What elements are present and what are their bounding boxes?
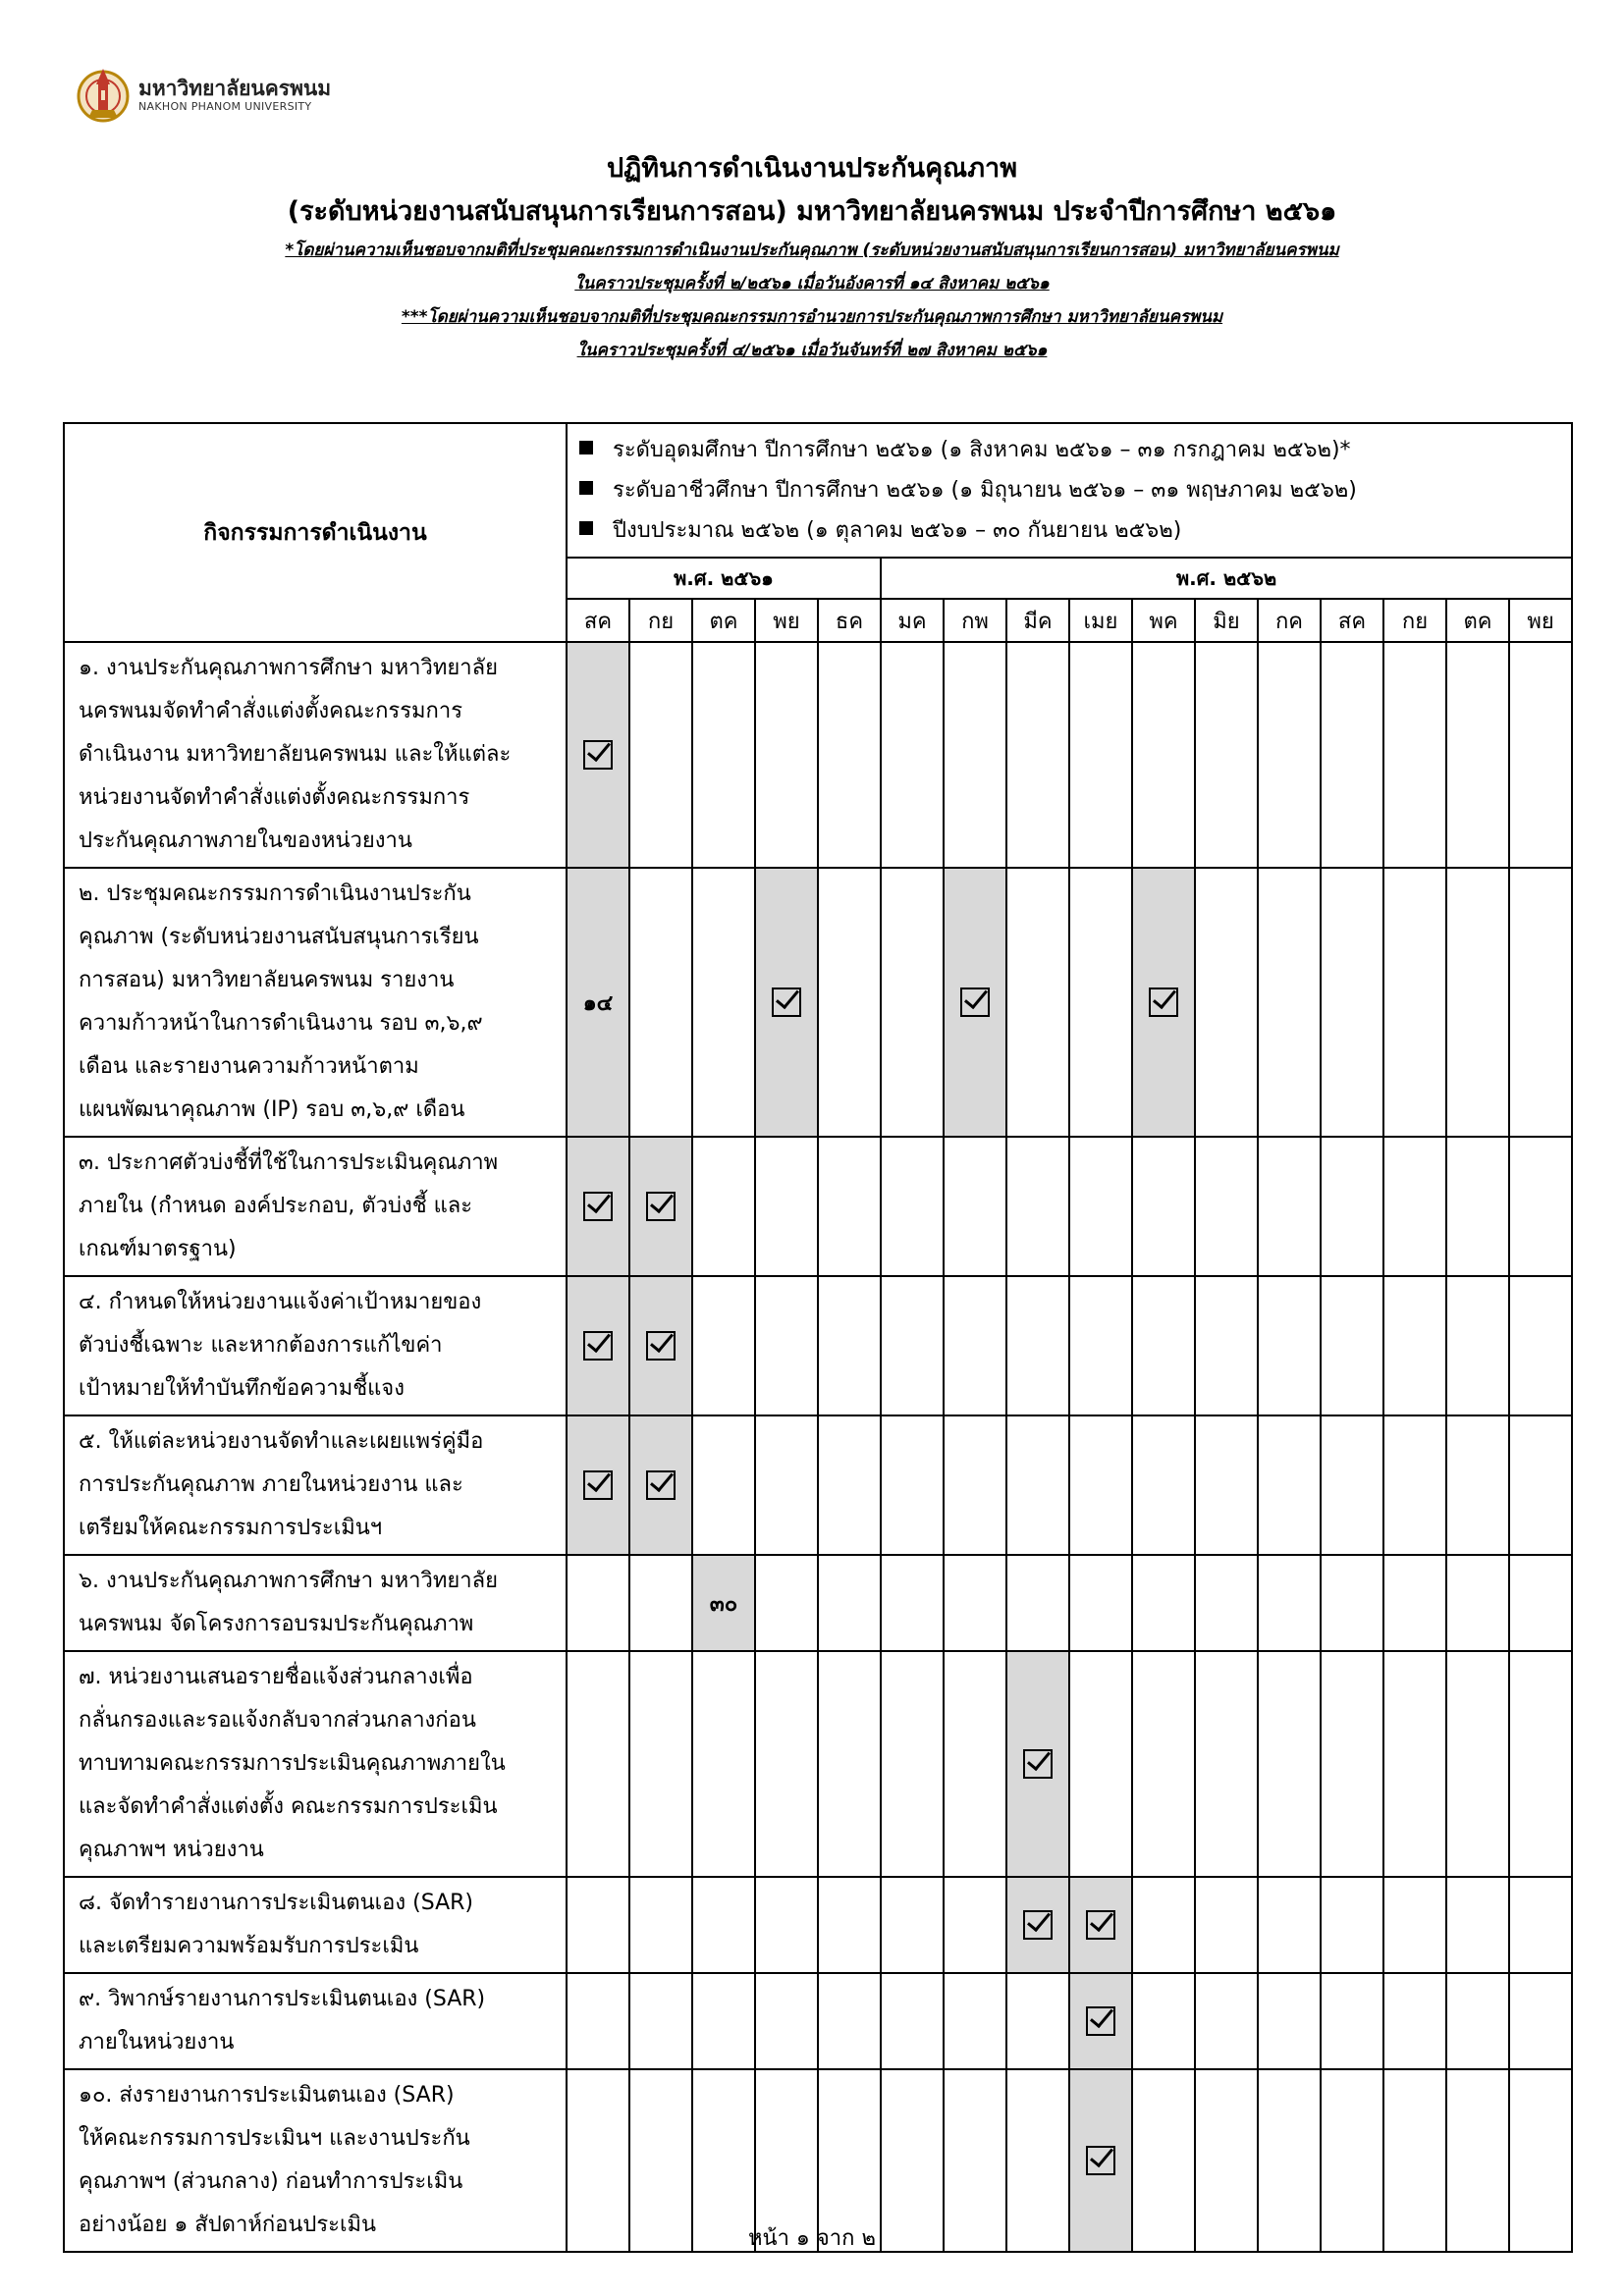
schedule-cell	[1132, 642, 1195, 868]
schedule-cell	[818, 642, 881, 868]
schedule-cell	[567, 642, 629, 868]
month-header: เมย	[1069, 599, 1132, 642]
activity-description	[64, 1651, 567, 1877]
schedule-cell	[567, 1415, 629, 1555]
schedule-cell	[1006, 1973, 1069, 2069]
activity-description	[64, 1276, 567, 1415]
period-item: ระดับอุดมศึกษา ปีการศึกษา ๒๕๖๑ (๑ สิงหาคม ๒๕๖๑ – ๓๑ กรกฎาคม ๒๕๖๒)*	[579, 430, 1559, 470]
schedule-date: ๓๐	[709, 1591, 738, 1617]
schedule-cell	[755, 1973, 818, 2069]
schedule-cell	[1446, 642, 1509, 868]
activity-row	[64, 1415, 1572, 1555]
schedule-cell	[1383, 1415, 1446, 1555]
checkbox-checked-icon	[583, 1470, 613, 1500]
checkbox-checked-icon	[772, 988, 801, 1017]
activity-line: ความก้าวหน้าในการดำเนินงาน รอบ ๓,๖,๙	[79, 1011, 483, 1036]
approval-note-4: ในคราวประชุมครั้งที่ ๔/๒๕๖๑ เมื่อวันจันทร์ที่ ๒๗ สิงหาคม ๒๕๖๑	[576, 341, 1048, 360]
activity-line: เป้าหมายให้ทำบันทึกข้อความชี้แจง	[79, 1376, 405, 1401]
schedule-cell	[692, 1651, 755, 1877]
page-number: หน้า ๑ จาก ๒	[748, 2226, 876, 2251]
schedule-cell	[818, 868, 881, 1137]
schedule-cell	[1321, 1276, 1383, 1415]
schedule-cell	[692, 1877, 755, 1973]
activity-line: ๗. หน่วยงานเสนอรายชื่อแจ้งส่วนกลางเพื่อ	[79, 1665, 473, 1689]
schedule-cell	[881, 868, 944, 1137]
schedule-cell	[818, 1651, 881, 1877]
schedule-cell	[692, 1555, 755, 1651]
schedule-cell	[1006, 642, 1069, 868]
activity-line: ๖. งานประกันคุณภาพการศึกษา มหาวิทยาลัย	[79, 1569, 498, 1593]
schedule-cell	[1069, 1973, 1132, 2069]
month-header: พค	[1132, 599, 1195, 642]
schedule-cell	[1446, 868, 1509, 1137]
approval-note-3: ***โดยผ่านความเห็นชอบจากมติที่ประชุมคณะกรรมการอำนวยการประกันคุณภาพการศึกษา มหาวิทยาลัยนครพนม	[401, 307, 1223, 327]
schedule-cell	[1258, 1555, 1321, 1651]
activity-description	[64, 1877, 567, 1973]
month-header: สค	[1321, 599, 1383, 642]
activity-line: การประกันคุณภาพ ภายในหน่วยงาน และ	[79, 1472, 463, 1497]
schedule-cell	[818, 1415, 881, 1555]
schedule-cell	[818, 1973, 881, 2069]
schedule-cell	[1195, 1877, 1258, 1973]
approval-note-1: *โดยผ่านความเห็นชอบจากมติที่ประชุมคณะกรรมการดำเนินงานประกันคุณภาพ (ระดับหน่วยงานสนับสนุนการเรียนการสอน) มหาวิทยาลัยนครพนม	[285, 240, 1339, 260]
schedule-cell	[567, 1555, 629, 1651]
checkbox-checked-icon	[583, 740, 613, 770]
month-header: พย	[1509, 599, 1572, 642]
schedule-cell	[692, 1973, 755, 2069]
schedule-cell	[881, 1651, 944, 1877]
activity-row	[64, 868, 1572, 1137]
schedule-cell	[1069, 1415, 1132, 1555]
schedule-cell	[1006, 1651, 1069, 1877]
schedule-cell	[1258, 868, 1321, 1137]
activity-line: ภายในหน่วยงาน	[79, 2030, 235, 2055]
month-header: กค	[1258, 599, 1321, 642]
schedule-cell	[1509, 1651, 1572, 1877]
schedule-cell	[1006, 1415, 1069, 1555]
schedule-cell	[1006, 1276, 1069, 1415]
schedule-cell	[818, 1555, 881, 1651]
schedule-cell	[692, 1137, 755, 1276]
schedule-cell	[881, 1555, 944, 1651]
month-header: กย	[629, 599, 692, 642]
schedule-cell	[629, 1973, 692, 2069]
schedule-cell	[1069, 1651, 1132, 1877]
schedule-table	[63, 422, 1573, 2253]
checkbox-checked-icon	[1023, 1910, 1053, 1940]
activity-line: แผนพัฒนาคุณภาพ (IP) รอบ ๓,๖,๙ เดือน	[79, 1097, 465, 1122]
schedule-cell	[1509, 1276, 1572, 1415]
activity-description	[64, 868, 567, 1137]
schedule-cell	[1509, 1137, 1572, 1276]
checkbox-checked-icon	[646, 1331, 676, 1361]
schedule-cell	[755, 1651, 818, 1877]
schedule-cell	[1258, 1973, 1321, 2069]
schedule-cell	[1321, 1555, 1383, 1651]
month-header: กพ	[944, 599, 1006, 642]
checkbox-checked-icon	[960, 988, 990, 1017]
schedule-cell	[1446, 1651, 1509, 1877]
schedule-cell	[944, 1555, 1006, 1651]
activity-description	[64, 1137, 567, 1276]
activity-line: นครพนม จัดโครงการอบรมประกันคุณภาพ	[79, 1612, 474, 1636]
schedule-cell	[944, 1276, 1006, 1415]
month-header: สค	[567, 599, 629, 642]
schedule-cell	[1258, 642, 1321, 868]
activity-line: ๘. จัดทำรายงานการประเมินตนเอง (SAR)	[79, 1891, 474, 1915]
schedule-cell	[567, 1973, 629, 2069]
schedule-cell	[1509, 868, 1572, 1137]
schedule-cell	[1446, 1276, 1509, 1415]
schedule-cell	[629, 868, 692, 1137]
activity-line: ภายใน (กำหนด องค์ประกอบ, ตัวบ่งชี้ และ	[79, 1194, 473, 1218]
schedule-cell	[1069, 868, 1132, 1137]
schedule-cell	[755, 1415, 818, 1555]
activity-line: นครพนมจัดทำคำสั่งแต่งตั้งคณะกรรมการ	[79, 699, 463, 723]
activity-line: ๒. ประชุมคณะกรรมการดำเนินงานประกัน	[79, 881, 471, 906]
square-bullet-icon	[579, 521, 593, 535]
schedule-cell	[1321, 1137, 1383, 1276]
schedule-cell	[1383, 1555, 1446, 1651]
square-bullet-icon	[579, 481, 593, 495]
schedule-cell	[755, 868, 818, 1137]
activity-row	[64, 1877, 1572, 1973]
schedule-cell	[1258, 1415, 1321, 1555]
activity-line: ๑. งานประกันคุณภาพการศึกษา มหาวิทยาลัย	[79, 656, 498, 680]
schedule-cell	[1446, 1137, 1509, 1276]
schedule-cell	[1509, 1415, 1572, 1555]
activity-line: เตรียมให้คณะกรรมการประเมินฯ	[79, 1516, 383, 1540]
activity-line: ทาบทามคณะกรรมการประเมินคุณภาพภายใน	[79, 1751, 506, 1776]
schedule-cell	[755, 1555, 818, 1651]
activity-line: คุณภาพฯ (ส่วนกลาง) ก่อนทำการประเมิน	[79, 2169, 463, 2194]
schedule-cell	[755, 1276, 818, 1415]
schedule-cell	[881, 1137, 944, 1276]
activity-line: เดือน และรายงานความก้าวหน้าตาม	[79, 1054, 419, 1079]
schedule-cell	[1069, 1555, 1132, 1651]
university-name-en: NAKHON PHANOM UNIVERSITY	[138, 100, 312, 113]
schedule-cell	[629, 1137, 692, 1276]
schedule-cell	[944, 1651, 1006, 1877]
activity-description	[64, 1555, 567, 1651]
schedule-cell	[1383, 1877, 1446, 1973]
schedule-cell	[1321, 1973, 1383, 2069]
schedule-cell	[1006, 1555, 1069, 1651]
schedule-cell	[944, 868, 1006, 1137]
schedule-cell	[1132, 1415, 1195, 1555]
activity-line: ๙. วิพากษ์รายงานการประเมินตนเอง (SAR)	[79, 1987, 486, 2011]
schedule-cell	[881, 1276, 944, 1415]
schedule-cell	[1383, 1651, 1446, 1877]
schedule-cell	[567, 1877, 629, 1973]
schedule-cell	[818, 1276, 881, 1415]
schedule-cell	[881, 642, 944, 868]
year-header-2561: พ.ศ. ๒๕๖๑	[567, 558, 881, 599]
schedule-cell	[567, 1137, 629, 1276]
schedule-cell	[1132, 1137, 1195, 1276]
period-item: ปีงบประมาณ ๒๕๖๒ (๑ ตุลาคม ๒๕๖๑ – ๓๐ กันยายน ๒๕๖๒)	[579, 510, 1559, 551]
period-legend	[567, 423, 1572, 558]
activity-column-header: กิจกรรมการดำเนินงาน	[64, 423, 567, 642]
square-bullet-icon	[579, 441, 593, 454]
schedule-cell	[1383, 1973, 1446, 2069]
checkbox-checked-icon	[1023, 1749, 1053, 1779]
month-header: พย	[755, 599, 818, 642]
activity-line: ๓. ประกาศตัวบ่งชี้ที่ใช้ในการประเมินคุณภาพ	[79, 1150, 499, 1175]
schedule-cell	[1006, 868, 1069, 1137]
schedule-cell	[1383, 868, 1446, 1137]
page-title: ปฏิทินการดำเนินงานประกันคุณภาพ	[607, 153, 1017, 184]
month-header: มีค	[1006, 599, 1069, 642]
activity-row	[64, 1276, 1572, 1415]
activity-line: ตัวบ่งชี้เฉพาะ และหากต้องการแก้ไขค่า	[79, 1333, 443, 1358]
checkbox-checked-icon	[1086, 2006, 1115, 2036]
schedule-cell	[1383, 1276, 1446, 1415]
checkbox-checked-icon	[1086, 1910, 1115, 1940]
page-subtitle: (ระดับหน่วยงานสนับสนุนการเรียนการสอน) มหาวิทยาลัยนครพนม ประจำปีการศึกษา ๒๕๖๑	[287, 196, 1337, 227]
schedule-cell	[692, 642, 755, 868]
activity-line: ให้คณะกรรมการประเมินฯ และงานประกัน	[79, 2126, 470, 2151]
schedule-cell	[1069, 1276, 1132, 1415]
schedule-cell	[1258, 1651, 1321, 1877]
schedule-cell	[1258, 1276, 1321, 1415]
activity-line: อย่างน้อย ๑ สัปดาห์ก่อนประเมิน	[79, 2213, 377, 2237]
schedule-cell	[567, 1276, 629, 1415]
month-header: ธค	[818, 599, 881, 642]
schedule-cell	[629, 642, 692, 868]
schedule-cell	[1321, 868, 1383, 1137]
schedule-cell	[1006, 1137, 1069, 1276]
schedule-cell	[692, 1276, 755, 1415]
activity-line: เกณฑ์มาตรฐาน)	[79, 1237, 237, 1261]
schedule-cell	[755, 642, 818, 868]
activity-description	[64, 642, 567, 868]
university-name-th: มหาวิทยาลัยนครพนม	[138, 77, 332, 100]
schedule-cell	[1509, 642, 1572, 868]
schedule-cell	[944, 1973, 1006, 2069]
month-header: ตค	[1446, 599, 1509, 642]
schedule-cell	[1132, 1973, 1195, 2069]
schedule-cell	[755, 1877, 818, 1973]
period-item: ระดับอาชีวศึกษา ปีการศึกษา ๒๕๖๑ (๑ มิถุนายน ๒๕๖๑ – ๓๑ พฤษภาคม ๒๕๖๒)	[579, 470, 1559, 510]
schedule-cell	[1509, 1555, 1572, 1651]
schedule-cell	[629, 1651, 692, 1877]
activity-line: ดำเนินงาน มหาวิทยาลัยนครพนม และให้แต่ละ	[79, 742, 512, 767]
schedule-cell	[1446, 1973, 1509, 2069]
schedule-cell	[1195, 1137, 1258, 1276]
schedule-cell	[1509, 1973, 1572, 2069]
document-titles	[0, 147, 1624, 367]
schedule-cell	[1069, 642, 1132, 868]
schedule-cell	[692, 868, 755, 1137]
checkbox-checked-icon	[583, 1192, 613, 1221]
activity-line: ๔. กำหนดให้หน่วยงานแจ้งค่าเป้าหมายของ	[79, 1290, 482, 1314]
schedule-cell	[629, 1877, 692, 1973]
activity-line: และเตรียมความพร้อมรับการประเมิน	[79, 1934, 419, 1958]
schedule-date: ๑๔	[582, 990, 614, 1016]
schedule-cell	[1195, 868, 1258, 1137]
schedule-cell	[944, 1137, 1006, 1276]
schedule-cell	[818, 1137, 881, 1276]
year-header-2562: พ.ศ. ๒๕๖๒	[881, 558, 1572, 599]
month-header: ตค	[692, 599, 755, 642]
schedule-cell	[1195, 1415, 1258, 1555]
schedule-cell	[1383, 642, 1446, 868]
activity-line: และจัดทำคำสั่งแต่งตั้ง คณะกรรมการประเมิน	[79, 1794, 498, 1819]
schedule-cell	[1195, 1651, 1258, 1877]
activity-line: ๕. ให้แต่ละหน่วยงานจัดทำและเผยแพร่คู่มือ	[79, 1429, 484, 1454]
schedule-cell	[881, 1415, 944, 1555]
schedule-cell	[629, 1555, 692, 1651]
schedule-cell	[629, 1276, 692, 1415]
schedule-cell	[567, 1651, 629, 1877]
schedule-cell	[944, 1877, 1006, 1973]
activity-line: การสอน) มหาวิทยาลัยนครพนม รายงาน	[79, 968, 455, 992]
month-header: มิย	[1195, 599, 1258, 642]
activity-line: หน่วยงานจัดทำคำสั่งแต่งตั้งคณะกรรมการ	[79, 785, 470, 810]
activity-line: ประกันคุณภาพภายในของหน่วยงาน	[79, 828, 412, 853]
activity-line: กลั่นกรองและรอแจ้งกลับจากส่วนกลางก่อน	[79, 1708, 476, 1733]
schedule-cell	[1258, 1137, 1321, 1276]
activity-row	[64, 1555, 1572, 1651]
activity-line: ๑๐. ส่งรายงานการประเมินตนเอง (SAR)	[79, 2083, 455, 2108]
activity-row	[64, 1973, 1572, 2069]
schedule-cell	[1321, 642, 1383, 868]
month-header: กย	[1383, 599, 1446, 642]
schedule-cell	[1321, 1877, 1383, 1973]
schedule-cell	[1132, 868, 1195, 1137]
schedule-cell	[1132, 1651, 1195, 1877]
month-header: มค	[881, 599, 944, 642]
schedule-cell	[1321, 1415, 1383, 1555]
schedule-cell	[1321, 1651, 1383, 1877]
schedule-cell	[944, 642, 1006, 868]
university-seal-icon	[75, 61, 132, 130]
activity-row	[64, 1137, 1572, 1276]
activity-row	[64, 1651, 1572, 1877]
schedule-cell	[818, 1877, 881, 1973]
activity-description	[64, 1415, 567, 1555]
schedule-cell	[1195, 642, 1258, 868]
schedule-cell	[881, 1877, 944, 1973]
schedule-cell	[1258, 1877, 1321, 1973]
university-logo	[75, 61, 340, 139]
schedule-cell	[567, 868, 629, 1137]
schedule-cell	[944, 1415, 1006, 1555]
checkbox-checked-icon	[583, 1331, 613, 1361]
checkbox-checked-icon	[1086, 2146, 1115, 2175]
schedule-cell	[1069, 1877, 1132, 1973]
schedule-cell	[1132, 1276, 1195, 1415]
schedule-cell	[1383, 1137, 1446, 1276]
schedule-cell	[629, 1415, 692, 1555]
schedule-cell	[1006, 1877, 1069, 1973]
schedule-cell	[1195, 1276, 1258, 1415]
schedule-cell	[1195, 1973, 1258, 2069]
checkbox-checked-icon	[1149, 988, 1178, 1017]
schedule-cell	[755, 1137, 818, 1276]
checkbox-checked-icon	[646, 1470, 676, 1500]
schedule-cell	[1132, 1555, 1195, 1651]
schedule-cell	[1132, 1877, 1195, 1973]
schedule-cell	[1195, 1555, 1258, 1651]
approval-note-2: ในคราวประชุมครั้งที่ ๒/๒๕๖๑ เมื่อวันอังคารที่ ๑๔ สิงหาคม ๒๕๖๑	[574, 274, 1050, 294]
schedule-cell	[1446, 1877, 1509, 1973]
schedule-cell	[692, 1415, 755, 1555]
schedule-cell	[1446, 1555, 1509, 1651]
schedule-cell	[1509, 1877, 1572, 1973]
activity-row	[64, 642, 1572, 868]
schedule-cell	[1069, 1137, 1132, 1276]
schedule-cell	[881, 1973, 944, 2069]
checkbox-checked-icon	[646, 1192, 676, 1221]
schedule-cell	[1446, 1415, 1509, 1555]
activity-line: คุณภาพ (ระดับหน่วยงานสนับสนุนการเรียน	[79, 925, 479, 949]
activity-description	[64, 1973, 567, 2069]
activity-line: คุณภาพฯ หน่วยงาน	[79, 1838, 264, 1862]
